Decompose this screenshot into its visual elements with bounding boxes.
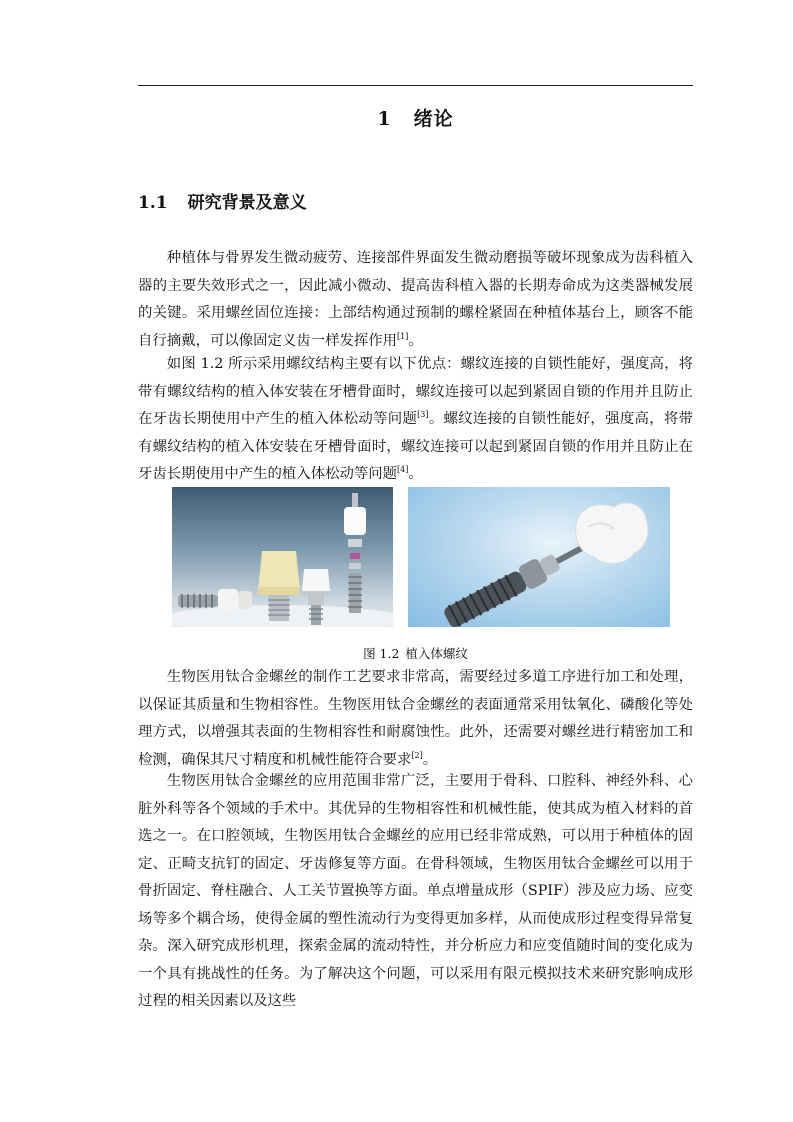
section-heading [138, 188, 307, 213]
paragraph-2-text-a: 如图 1.2 所示采用螺纹结构主要有以下优点：螺纹连接的自锁性能好，强度高，将带有螺纹结构的植入体安装在牙槽骨面时，螺纹连接可以起到紧固自锁的作用并且防止在牙齿长期使用中产生的植入体松动等问题 [138, 356, 693, 427]
citation-ref: [3] [417, 410, 429, 420]
paragraph-3 [138, 664, 693, 774]
section-title: 研究背景及意义 [187, 193, 307, 213]
paragraph-3-text: 生物医用钛合金螺丝的制作工艺要求非常高，需要经过多道工序进行加工和处理，以保证其质量和生物相容性。生物医用钛合金螺丝的表面通常采用钛氧化、磷酸化等处理方式，以增强其表面的生物相容性和耐腐蚀性。此外，还需要对螺丝进行精密加工和检测，确保其尺寸精度和机械性能符合要求 [138, 669, 693, 768]
citation-ref: [1] [397, 331, 409, 341]
figure-caption-text: 植入体螺纹 [405, 646, 468, 661]
paragraph-2-tail: 。 [408, 466, 423, 482]
paragraph-4 [138, 768, 693, 1016]
paragraph-1 [138, 245, 693, 355]
implant-crown-photo [408, 487, 670, 627]
implant-components-illustration [172, 487, 393, 627]
chapter-heading [138, 104, 693, 131]
citation-ref: [4] [397, 465, 409, 475]
paragraph-1-tail: 。 [408, 332, 423, 349]
chapter-number: 1 [377, 108, 392, 130]
paragraph-3-tail: 。 [422, 751, 438, 768]
chapter-title: 绪论 [413, 108, 454, 130]
implant-crown-illustration [408, 487, 670, 627]
figure-number: 图 1.2 [363, 646, 400, 661]
paragraph-4-text: 生物医用钛合金螺丝的应用范围非常广泛，主要用于骨科、口腔科、神经外科、心脏外科等各个领域的手术中。其优异的生物相容性和机械性能，使其成为植入材料的首选之一。在口腔领域，生物医用钛合金螺丝的应用已经非常成熟，可以用于种植体的固定、正畸支抗钉的固定、牙齿修复等方面。在骨科领域，生物医用钛合金螺丝可以用于骨折固定、脊柱融合、人工关节置换等方面。单点增量成形（SPIF）涉及应力场、应变场等多个耦合场，使得金属的塑性流动行为变得更加多样，从而使成形过程变得异常复杂。深入研究成形机理，探索金属的流动特性，并分析应力和应变值随时间的变化成为一个具有挑战性的任务。为了解决这个问题，可以采用有限元模拟技术来研究影响成形过程的相关因素以及这些 [138, 773, 693, 1009]
citation-ref: [2] [411, 750, 423, 760]
paragraph-2-text-b: 。螺纹连接的自锁性能好，强度高，将带有螺纹结构的植入体安装在牙槽骨面时，螺纹连接可以起到紧固自锁的作用并且防止在牙齿长期使用中产生的植入体松动等问题 [138, 411, 693, 482]
section-number: 1.1 [138, 193, 168, 213]
implant-components-photo [172, 487, 393, 627]
header-rule [138, 85, 693, 86]
figure-caption [138, 644, 693, 662]
paragraph-1-text: 种植体与骨界发生微动疲劳、连接部件界面发生微动磨损等破坏现象成为齿科植入器的主要失效形式之一，因此减小微动、提高齿科植入器的长期寿命成为这类器械发展的关键。采用螺丝固位连接：上部结构通过预制的螺栓紧固在种植体基台上，顾客不能自行摘戴，可以像固定义齿一样发挥作用 [138, 250, 693, 349]
paragraph-2 [138, 351, 693, 489]
